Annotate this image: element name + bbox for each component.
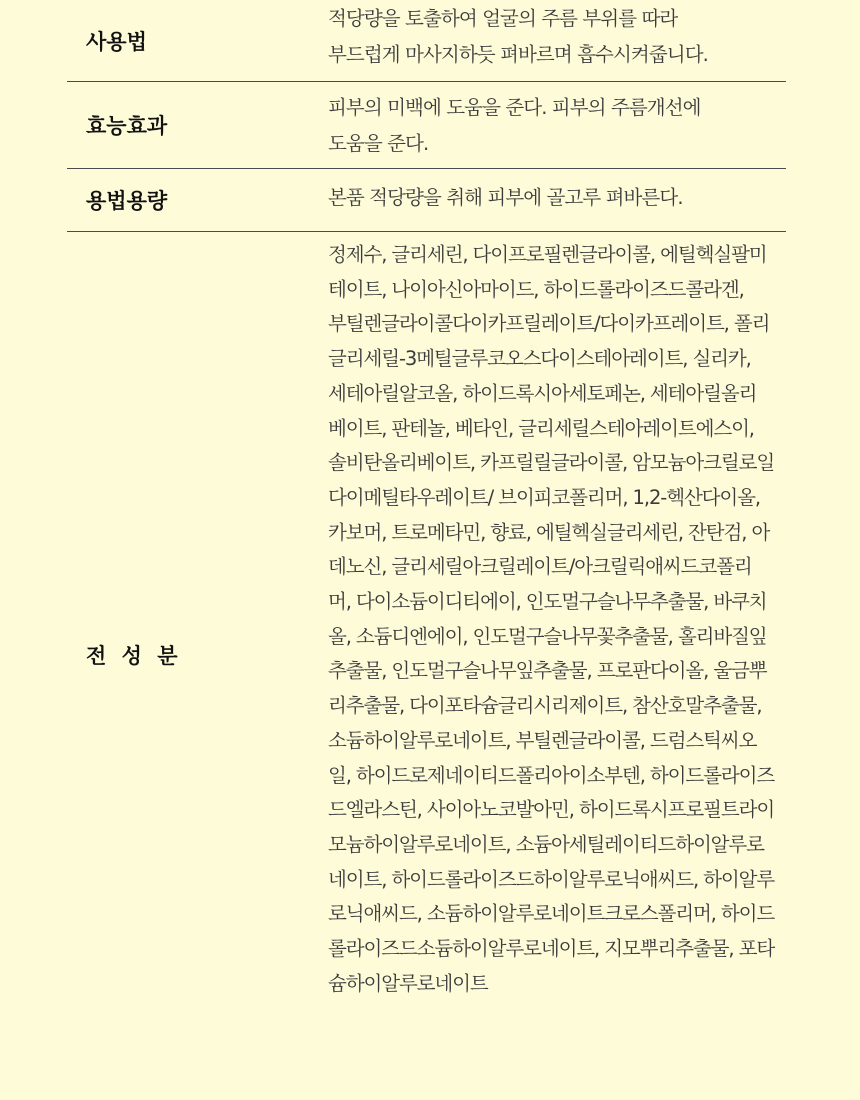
usage-row xyxy=(67,0,786,82)
ingredients-line: 카보머, 트로메타민, 향료, 에틸헥실글리세린, 잔탄검, 아 xyxy=(328,520,770,544)
ingredients-line: 세테아릴알코올, 하이드록시아세토페논, 세테아릴올리 xyxy=(328,381,757,405)
ingredients-line: 드엘라스틴, 사이아노코발아민, 하이드록시프로필트라이 xyxy=(328,798,775,822)
effect-line: 도움을 준다. xyxy=(328,132,429,155)
ingredients-line: 일, 하이드로제네이티드폴리아이소부텐, 하이드롤라이즈 xyxy=(328,763,775,787)
usage-label: 사용법 xyxy=(86,29,147,54)
ingredients-line: 슘하이알루로네이트 xyxy=(328,971,488,995)
dosage-value xyxy=(328,180,786,216)
product-info-table xyxy=(67,0,786,1062)
ingredients-line: 데노신, 글리세릴아크릴레이트/아크릴릭애씨드코폴리 xyxy=(328,555,752,579)
dosage-label: 용법용량 xyxy=(86,189,168,213)
dosage-line: 본품 적당량을 취해 피부에 골고루 펴바른다. xyxy=(328,186,683,209)
ingredients-line: 다이메틸타우레이트/ 브이피코폴리머, 1,2-헥산다이올, xyxy=(328,485,760,509)
ingredients-line: 솔비탄올리베이트, 카프릴릴글라이콜, 암모늄아크릴로일 xyxy=(328,451,775,475)
ingredients-line: 소듐하이알루로네이트, 부틸렌글라이콜, 드럼스틱씨오 xyxy=(328,728,757,752)
ingredients-label: 전 성 분 xyxy=(86,644,182,668)
ingredients-line: 로닉애씨드, 소듐하이알루로네이트크로스폴리머, 하이드 xyxy=(328,902,775,926)
ingredients-line: 리추출물, 다이포타슘글리시리제이트, 참산호말추출물, xyxy=(328,694,762,718)
ingredients-line: 정제수, 글리세린, 다이프로필렌글라이콜, 에틸헥실팔미 xyxy=(328,243,767,266)
ingredients-line: 네이트, 하이드롤라이즈드하이알루로닉애씨드, 하이알루 xyxy=(328,867,775,891)
usage-value xyxy=(328,1,786,73)
ingredients-line: 추출물, 인도멀구슬나무잎추출물, 프로판다이올, 울금뿌 xyxy=(328,659,767,683)
effect-value xyxy=(328,90,786,162)
effect-line: 피부의 미백에 도움을 준다. 피부의 주름개선에 xyxy=(328,96,701,119)
ingredients-line: 롤라이즈드소듐하이알루로네이트, 지모뿌리추출물, 포타 xyxy=(328,937,775,961)
ingredients-value xyxy=(328,232,786,1001)
ingredients-line: 테이트, 나이아신아마이드, 하이드롤라이즈드콜라겐, xyxy=(328,277,744,301)
effect-label: 효능효과 xyxy=(86,114,168,138)
ingredients-line: 부틸렌글라이콜다이카프릴레이트/다이카프레이트, 폴리 xyxy=(328,312,770,336)
ingredients-line: 글리세릴-3메틸글루코오스다이스테아레이트, 실리카, xyxy=(328,347,751,371)
ingredients-line: 올, 소듐디엔에이, 인도멀구슬나무꽃추출물, 홀리바질잎 xyxy=(328,624,767,648)
dosage-row xyxy=(67,169,786,232)
ingredients-line: 모늄하이알루로네이트, 소듐아세틸레이티드하이알루로 xyxy=(328,832,764,856)
usage-line: 부드럽게 마사지하듯 펴바르며 흡수시켜줍니다. xyxy=(328,42,708,66)
ingredients-row xyxy=(67,232,786,1062)
ingredients-line: 머, 다이소듐이디티에이, 인도멀구슬나무추출물, 바쿠치 xyxy=(328,590,767,614)
ingredients-line: 베이트, 판테놀, 베타인, 글리세릴스테아레이트에스이, xyxy=(328,416,754,440)
effect-row xyxy=(67,82,786,169)
usage-line: 적당량을 토출하여 얼굴의 주름 부위를 따라 xyxy=(328,6,678,30)
